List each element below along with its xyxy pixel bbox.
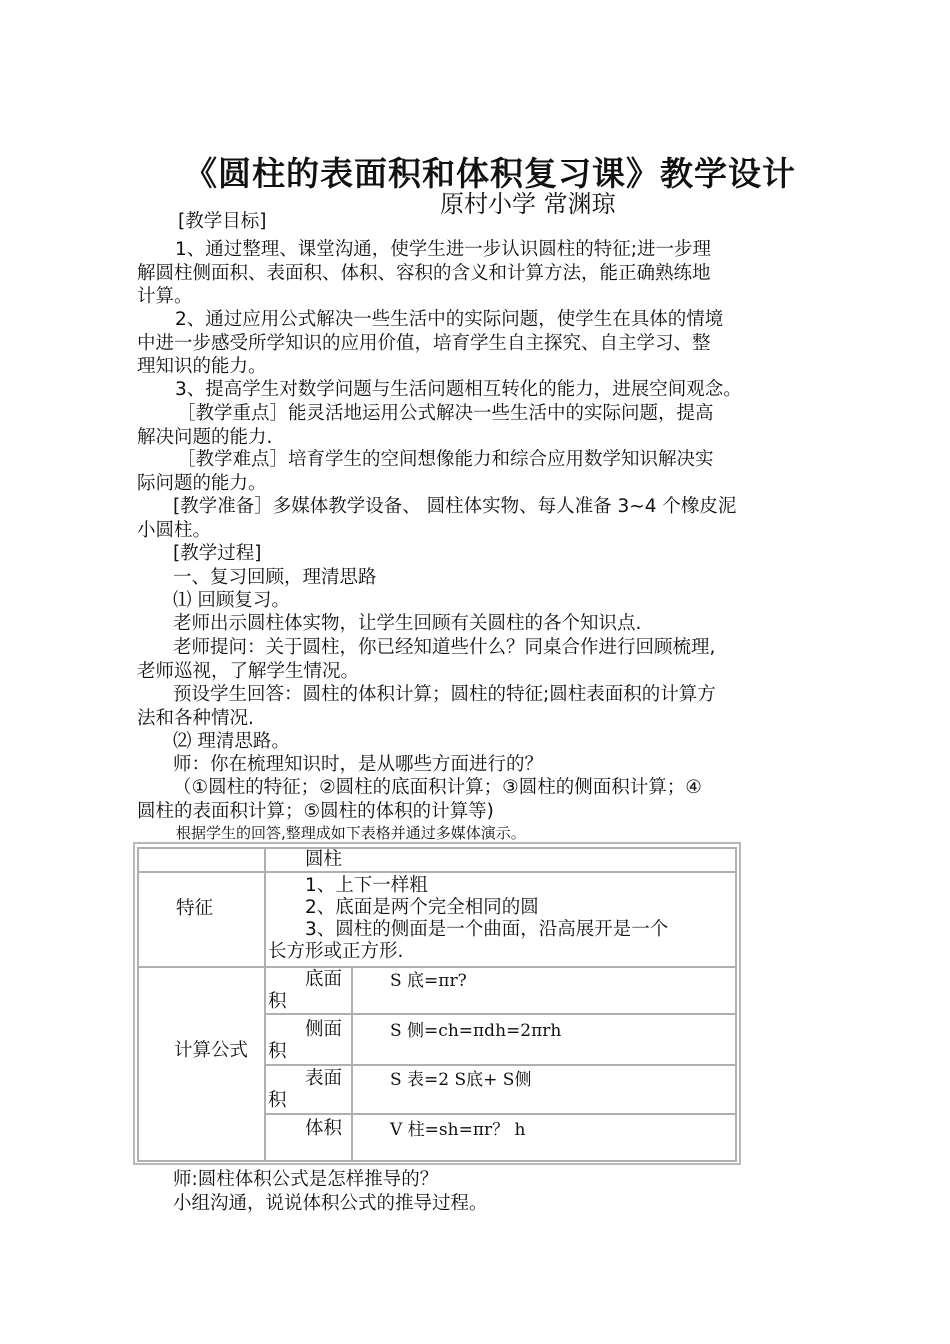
- table-border: [266, 1013, 737, 1015]
- feature-label: 特征: [176, 898, 214, 919]
- step-1-text: 老师出示圆柱体实物，让学生回顾有关圆柱的各个知识点.: [173, 613, 642, 634]
- table-border: [137, 847, 737, 849]
- preset-answer-line: 预设学生回答：圆柱的体积计算；圆柱的特征;圆柱表面积的计算方: [173, 684, 716, 705]
- preparation-line: 小圆柱。: [137, 519, 212, 541]
- document-title: 《圆柱的表面积和体积复习课》教学设计: [184, 154, 796, 193]
- aspect-answers-line: 圆柱的表面积计算；⑤圆柱的体积的计算等): [137, 800, 494, 822]
- feature-item: 3、圆柱的侧面是一个曲面，沿高展开是一个: [305, 919, 669, 940]
- summary-table: [133, 842, 741, 1165]
- objective-2-line: 2、通过应用公式解决一些生活中的实际问题，使学生在具体的情境: [175, 309, 724, 330]
- row-name: 侧面: [305, 1019, 343, 1040]
- table-border: [351, 966, 353, 1162]
- feature-item: 1、上下一样粗: [305, 875, 428, 896]
- formula-label: 计算公式: [174, 1040, 249, 1061]
- author-line: 原村小学 常渊琼: [440, 190, 616, 218]
- feature-item: 长方形或正方形.: [268, 941, 404, 962]
- row-name: 积: [268, 991, 287, 1012]
- key-point-line: 解决问题的能力.: [137, 426, 273, 448]
- teacher-aspect-question: 师：你在梳理知识时，是从哪些方面进行的？: [173, 754, 544, 775]
- objective-2: [137, 308, 857, 379]
- table-border: [137, 966, 737, 968]
- table-border: [137, 847, 139, 1162]
- table-border: [735, 847, 737, 1162]
- difficulty-line: ［教学难点］培育学生的空间想像能力和综合应用数学知识解决实: [177, 449, 714, 470]
- table-intro: 根据学生的回答,整理成如下表格并通过多媒体演示。: [176, 824, 526, 842]
- table-border: [266, 1113, 737, 1115]
- objective-1: [137, 238, 857, 309]
- surface-area-formula: S 表=2 S底+ S侧: [390, 1070, 532, 1090]
- row-name: 积: [268, 1041, 287, 1062]
- row-name: 积: [268, 1090, 287, 1111]
- preparation: [137, 495, 857, 542]
- table-border: [264, 847, 266, 1162]
- teacher-question-line: 老师巡视，了解学生情况。: [137, 660, 360, 682]
- follow-up-question: 师:圆柱体积公式是怎样推导的？: [173, 1169, 439, 1190]
- base-area-formula: S 底=πr?: [390, 971, 467, 991]
- table-border: [266, 1064, 737, 1066]
- objective-1-line: 1、通过整理、课堂沟通，使学生进一步认识圆柱的特征;进一步理: [175, 239, 712, 260]
- difficulty-line: 际问题的能力。: [137, 472, 267, 494]
- table-header-cylinder: 圆柱: [305, 849, 343, 870]
- objective-2-line: 中进一步感受所学知识的应用价值，培育学生自主探究、自主学习、整: [137, 332, 711, 354]
- preparation-line: [教学准备］多媒体教学设备、 圆柱体实物、每人准备 3~4 个橡皮泥: [173, 496, 737, 517]
- volume-formula: V 柱=sh=πr？ h: [390, 1120, 526, 1140]
- lateral-area-formula: S 侧=ch=πdh=2πrh: [390, 1021, 562, 1041]
- key-point: [137, 402, 857, 449]
- feature-item: 2、底面是两个完全相同的圆: [305, 897, 539, 918]
- teacher-question: [137, 636, 857, 683]
- objective-3: 3、提高学生对数学问题与生活问题相互转化的能力，进展空间观念。: [175, 379, 742, 400]
- difficulty: [137, 448, 857, 495]
- aspect-answers-line: （①圆柱的特征；②圆柱的底面积计算；③圆柱的侧面积计算；④: [173, 777, 702, 798]
- row-name: 表面: [305, 1068, 343, 1089]
- row-name: 底面: [305, 969, 343, 990]
- table-border: [137, 871, 737, 873]
- key-point-line: ［教学重点］能灵活地运用公式解决一些生活中的实际问题，提高: [177, 403, 714, 424]
- row-name: 体积: [305, 1118, 343, 1139]
- step-2: ⑵ 理清思路。: [173, 731, 290, 752]
- objective-1-line: 计算。: [137, 286, 193, 307]
- objectives-heading: [教学目标]: [178, 211, 267, 232]
- preset-answer: [137, 683, 857, 730]
- teacher-question-line: 老师提问：关于圆柱，你已经知道些什么？同桌合作进行回顾梳理,: [173, 637, 716, 658]
- preset-answer-line: 法和各种情况.: [137, 707, 254, 729]
- step-1: ⑴ 回顾复习。: [173, 590, 290, 611]
- group-discussion: 小组沟通，说说体积公式的推导过程。: [173, 1193, 488, 1214]
- objective-1-line: 解圆柱侧面积、表面积、体积、容积的含义和计算方法，能正确熟练地: [137, 262, 711, 284]
- process-heading: [教学过程]: [173, 543, 262, 564]
- table-border: [137, 1160, 737, 1162]
- objective-2-line: 理知识的能力。: [137, 356, 267, 377]
- aspect-answers: [137, 776, 857, 823]
- section-1-heading: 一、复习回顾，理清思路: [173, 567, 377, 588]
